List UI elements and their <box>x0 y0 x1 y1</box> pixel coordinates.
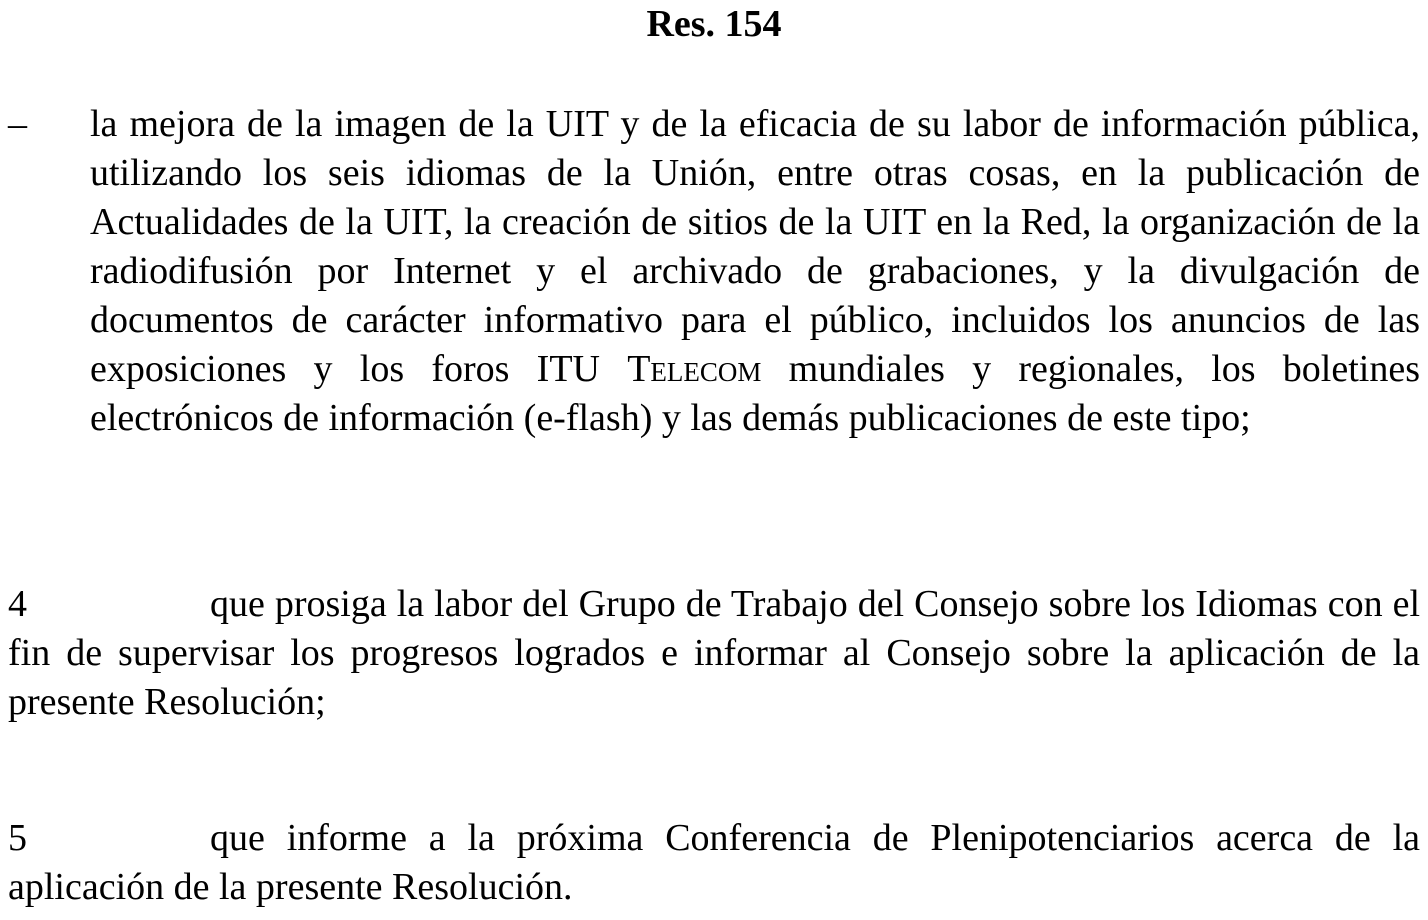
bullet-item <box>8 100 1420 443</box>
resolution-heading: Res. 154 <box>646 3 782 45</box>
paragraph-text: que informe a la próxima Conferencia de Plenipotenciarios acerca de la aplicación de la presente Resolución. <box>8 817 1420 908</box>
paragraph-number: 4 <box>8 583 27 625</box>
paragraph-4 <box>8 580 1420 727</box>
bullet-text-part-2: mundiales y regionales, los boletines electrónicos de información (e-flash) y las demás publicaciones de este tipo; <box>90 348 1420 439</box>
bullet-text-part-1: la mejora de la imagen de la UIT y de la eficacia de su labor de información pública, utilizando los seis idiomas de la Unión, entre otras cosas, en la publicación de Actualidades de la UIT, la creación de sitios de la UIT en la Red, la organización de la radiodifusión por Internet y el archivado de grabaciones, y la divulgación de documentos de carácter informativo para el público, incluidos los anuncios de las exposiciones y los foros ITU <box>90 103 1420 390</box>
itu-telecom-smallcaps: Telecom <box>627 348 762 390</box>
paragraph-text: que prosiga la labor del Grupo de Trabajo del Consejo sobre los Idiomas con el fin de supervisar los progresos logrados e informar al Consejo sobre la aplicación de la presente Resolución; <box>8 583 1420 723</box>
dash-marker: – <box>8 103 27 145</box>
paragraph-number: 5 <box>8 817 27 859</box>
paragraph-5 <box>8 814 1420 912</box>
bullet-text <box>90 100 1420 443</box>
